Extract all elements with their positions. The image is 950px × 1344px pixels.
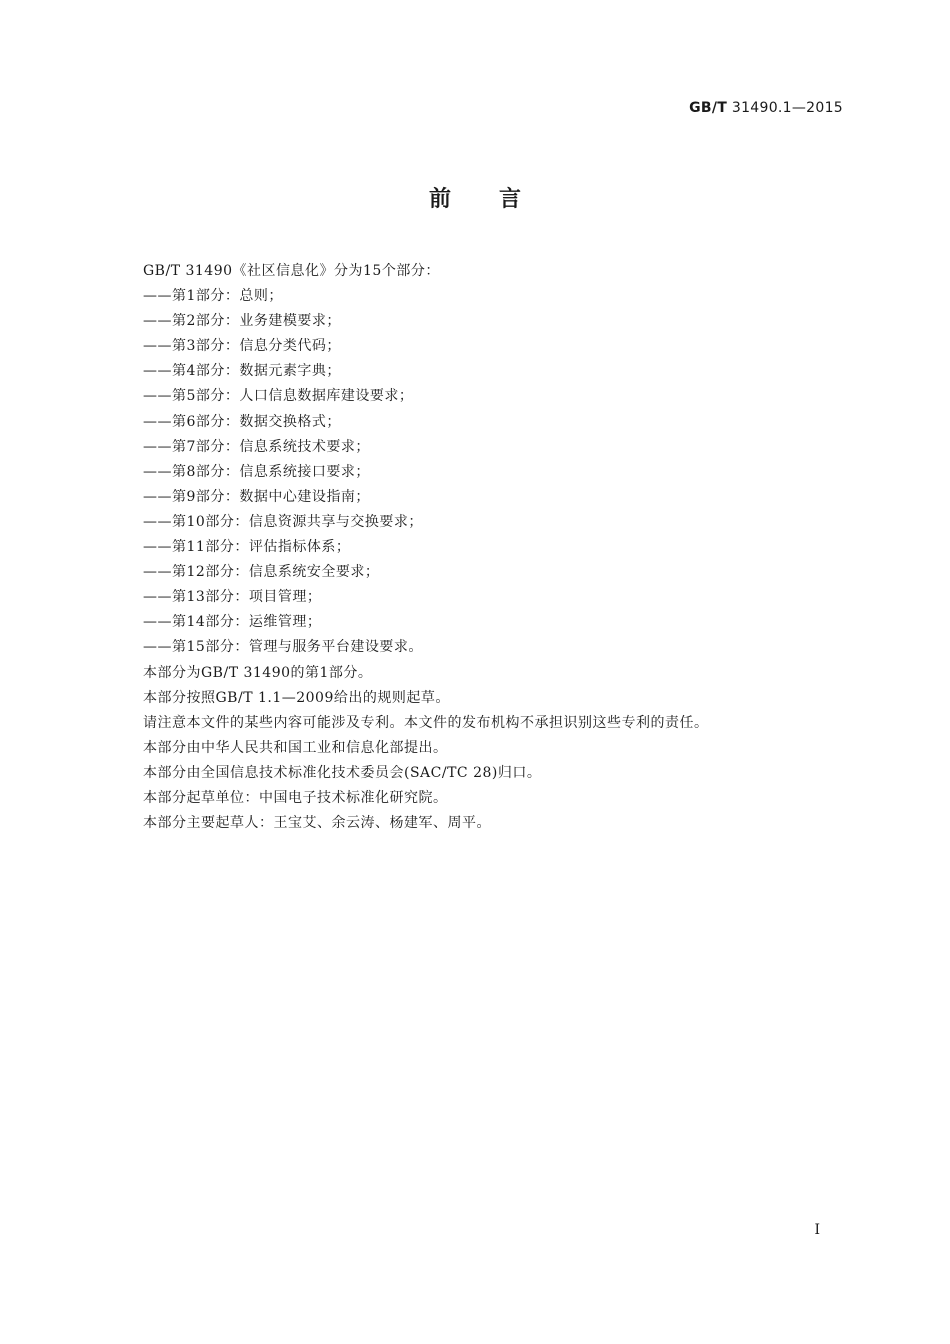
part-list-item: ——第12部分：信息系统安全要求；	[143, 564, 380, 581]
foreword-body	[143, 259, 843, 836]
standard-number-value: 31490.1—2015	[731, 100, 843, 116]
part-list-item: ——第11部分：评估指标体系；	[143, 539, 351, 556]
part-list-item: ——第3部分：信息分类代码；	[143, 338, 341, 355]
part-list-item: ——第14部分：运维管理；	[143, 614, 322, 631]
statement-paragraph: 本部分按照GB/T 1.1—2009给出的规则起草。	[143, 689, 450, 706]
statement-paragraph: 本部分主要起草人：王宝艾、余云涛、杨建军、周平。	[143, 815, 491, 832]
part-list-item: ——第4部分：数据元素字典；	[143, 363, 341, 380]
standard-number	[689, 100, 843, 116]
intro-paragraph: GB/T 31490《社区信息化》分为15个部分：	[143, 263, 440, 279]
part-list-item: ——第5部分：人口信息数据库建设要求；	[143, 388, 414, 405]
part-list-item: ——第2部分：业务建模要求；	[143, 313, 341, 330]
statement-paragraph: 本部分起草单位：中国电子技术标准化研究院。	[143, 789, 448, 806]
part-list-item: ——第1部分：总则；	[143, 288, 283, 305]
statement-paragraph: 本部分由中华人民共和国工业和信息化部提出。	[143, 739, 448, 756]
part-list-item: ——第6部分：数据交换格式；	[143, 413, 341, 430]
part-list-item: ——第9部分：数据中心建设指南；	[143, 488, 370, 505]
page-number: I	[814, 1222, 820, 1238]
statement-paragraph: 本部分由全国信息技术标准化技术委员会(SAC/TC 28)归口。	[143, 764, 542, 781]
part-list-item: ——第7部分：信息系统技术要求；	[143, 438, 370, 455]
standard-code: GB/T	[689, 100, 728, 116]
part-list-item: ——第10部分：信息资源共享与交换要求；	[143, 513, 423, 530]
statement-paragraph: 本部分为GB/T 31490的第1部分。	[143, 664, 373, 681]
part-list-item: ——第13部分：项目管理；	[143, 589, 322, 606]
statement-paragraph: 请注意本文件的某些内容可能涉及专利。本文件的发布机构不承担识别这些专利的责任。	[143, 714, 709, 731]
part-list-item: ——第8部分：信息系统接口要求；	[143, 463, 370, 480]
part-list-item: ——第15部分：管理与服务平台建设要求。	[143, 639, 423, 656]
page-title: 前言	[428, 187, 569, 212]
